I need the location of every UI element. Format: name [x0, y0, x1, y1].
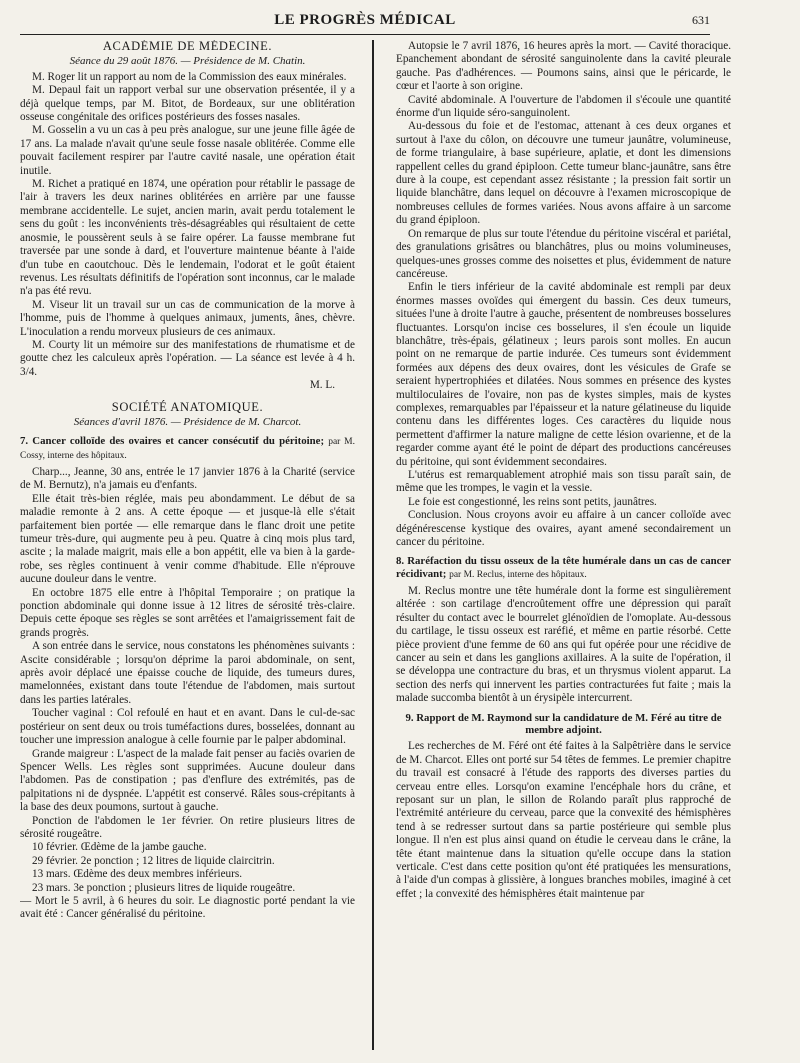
column-divider [372, 40, 374, 1050]
article-title: Cancer colloïde des ovaires et cancer consécutif du péritoine; [32, 435, 325, 448]
article-title: Rapport de M. Raymond sur la candidature de M. Féré au titre de membre adjoint. [416, 711, 722, 737]
article-7-heading [20, 435, 355, 463]
paragraph: L'utérus est remarquablement atrophié mais son tissu paraît sain, de même que les trompes, le vagin et la vessie. [396, 469, 731, 495]
societe-title: SOCIÉTÉ ANATOMIQUE. [111, 399, 264, 414]
paragraph: M. Reclus montre une tête humérale dont la forme est singulièrement altérée : son cartilage d'encroûtement offre une dépression qui paraît résulter du contact avec le bourrelet glénoïdien de l'omoplate. Au-dessous du cartilage, le tissu osseux est raréfié, et même en partie résorbé. Cette pièce provient d'une femme de 60 ans qui fut opérée pour une récidive de cancer au sein et dans les ganglions axillaires. A la suite de l'opération, il se développa une contracture du bras, et un thrysmus violent apparut. La section des nerfs qui innervent les parties contracturées fut faite ; mais la malade succomba bientôt à un érysipèle intercurrent. [396, 585, 731, 705]
academie-title: ACADÉMIE DE MÉDECINE. [102, 40, 273, 53]
paragraph: En octobre 1875 elle entre à l'hôpital Temporaire ; on pratique la ponction abdominale qui donne issue à 12 litres de sérosité très-claire. Depuis cette époque ses règles se sont arrêtées et l'amaigrissement fait de grands progrès. [20, 586, 355, 639]
paragraph: Ponction de l'abdomen le 1er février. On retire plusieurs litres de sérosité rougeâtre. [20, 814, 355, 840]
paragraph: Cavité abdominale. A l'ouverture de l'abdomen il s'écoule une quantité énorme d'un liquide séro-sanguinolent. [396, 93, 731, 120]
paragraph: M. Roger lit un rapport au nom de la Commission des eaux minérales. [32, 70, 347, 83]
left-column [20, 40, 355, 1052]
paragraph: 29 février. 2e ponction ; 12 litres de liquide claircitrin. [32, 854, 275, 867]
paragraph: Le foie est congestionné, les reins sont petits, jaunâtres. [408, 495, 657, 508]
academie-session: Séance du 29 août 1876. — Présidence de M. Chatin. [69, 55, 306, 68]
paragraph: M. Depaul fait un rapport verbal sur une observation présentée, il y a déjà quelque temps, par M. Bitot, de Bordeaux, sur une oblitération osseuse congénitale des orifices postérieurs des fosses nasales. [20, 84, 355, 124]
paragraph: M. Viseur lit un travail sur un cas de communication de la morve à l'homme, puis de l'homme à quelques animaux, juments, ânes, chèvre. L'inoculation a rendu morveux plusieurs de ces animaux. [20, 298, 355, 338]
right-column [396, 40, 731, 1052]
journal-title: LE PROGRÈS MÉDICAL [274, 12, 456, 28]
societe-session: Séances d'avril 1876. — Présidence de M. Charcot. [73, 415, 302, 428]
article-number: 8. [396, 555, 405, 568]
paragraph: Enfin le tiers inférieur de la cavité abdominale est rempli par deux énormes masses ovoïdes qui émergent du bassin. Ces deux tumeurs, situées l'une à droite l'autre à gauche, présentent de nombreuses bosselures fluctuantes. Lorsqu'on incise ces bosselures, il s'en écoule un liquide blanchâtre, très-épais, gélatineux ; leurs parois sont molles. En aucun point on ne remarque de partie indurée. Ces tumeurs sont évidemment formées aux dépens des deux ovaires, dont les vésicules de Grafe se seraient hypertrophiées et dilatées. Nous sommes en présence des kystes multiloculaires de l'ovaire, non pas de kystes simples, mais de kystes complexes, remarquables par l'épaisseur et la nature gélatineuse du liquide contenu dans les différentes loges. Ces caractères du liquide nous permettent d'affirmer la nature maligne de cette lésion ovarienne, et de la regarder comme ayant été le point de départ des productions cancéreuses du péritoine, qui sont évidemment secondaires. [396, 281, 731, 468]
paragraph: Au-dessous du foie et de l'estomac, attenant à ces deux organes et surtout à l'axe du côlon, on découvre une tumeur jaunâtre, volumineuse, de forme triangulaire, à base supérieure, aplatie, et dont les dimensions rappellent celles du grand épiploon. Cette tumeur blanc-jaunâtre, sans être dure à la coupe, est cependant assez résistante ; la pression fait sortir un liquide blanchâtre, dans lequel on découvre à l'examen microscopique de nombreuses cellules de formes variées. Nous avons affaire à un sarcome du grand épiploon. [396, 120, 731, 227]
article-title: Raréfaction du tissu osseux de la tête humérale dans un cas de cancer récidivant; [396, 555, 731, 581]
paragraph: Charp..., Jeanne, 30 ans, entrée le 17 janvier 1876 à la Charité (service de M. Bernutz), n'a jamais eu d'enfants. [20, 465, 355, 492]
article-author: par M. Cossy, interne des hôpitaux. [20, 437, 355, 462]
paragraph: A son entrée dans le service, nous constatons les phénomènes suivants : Ascite considérable ; lorsqu'on déprime la paroi abdominale, on sent, après avoir déplacé une épaisse couche de liquide, des tumeurs dures, mamelonnées, existant dans toute l'étendue de l'abdomen, mais surtout dans les parties latérales. [20, 640, 355, 706]
paragraph: Les recherches de M. Féré ont été faites à la Salpêtrière dans le service de M. Charcot. Elles ont porté sur 54 têtes de femmes. Le premier chapitre du travail est consacré à l'étude des rapports des diverses parties du cerveau entre elles. Lorsqu'on examine l'encéphale hors du crâne, et reposant sur un plan, le sillon de Rolando paraît plus rapproché de l'extrémité antérieure du cerveau, parce que la convexité des hémisphères tend à se redresser surtout dans sa partie postérieure qui semble plus longue. Il n'en est plus ainsi quand on étudie le cerveau dans le crâne, la tête étant maintenue dans la situation qu'elle occupe dans la station verticale. C'est dans cette position qu'ont été pratiquées les mensurations, à l'aide d'un compas à glissière, à longues branches mobiles, imaginé à cet effet ; la convexité des hémisphères était maintenue par [396, 740, 731, 900]
paragraph: — Mort le 5 avril, à 6 heures du soir. Le diagnostic porté pendant la vie avait été : Cancer généralisé du péritoine. [20, 894, 355, 921]
paragraph: M. Gosselin a vu un cas à peu près analogue, sur une jeune fille âgée de 17 ans. La malade n'avait qu'une seule fosse nasale oblitérée. Comme elle pouvait facilement respirer par l'autre cavité nasale, une opération était inutile. [20, 124, 355, 177]
paragraph: On remarque de plus sur toute l'étendue du péritoine viscéral et pariétal, des granulations grisâtres ou blanchâtres, plus ou moins volumineuses, quelques-unes grosses comme des noisettes et plus, évidemment de nature cancéreuse. [396, 227, 731, 280]
paragraph: M. Courty lit un mémoire sur des manifestations de rhumatisme et de goutte chez les calculeux après l'opération. — La séance est levée à 4 h. 3/4. [20, 338, 355, 378]
paragraph: Elle était très-bien réglée, mais peu abondamment. Le début de sa maladie remonte à 2 ans. A cette époque — et jusque-là elle s'était parfaitement bien portée — elle remarque dans le flanc droit une petite tumeur très-dure, qui augmente peu à peu. Quatre à cinq mois plus tard, ascite ; la malade maigrit, mais elle a bon appétit, elle va bien à la garde-robe, ses règles continuent à venir comme d'habitude. Elle n'éprouve aucune douleur dans le ventre. [20, 492, 355, 586]
article-number: 9. [405, 711, 414, 724]
page-number: 631 [692, 13, 710, 27]
article-author: par M. Reclus, interne des hôpitaux. [449, 570, 587, 581]
paragraph: M. Richet a pratiqué en 1874, une opération pour rétablir le passage de l'air à travers les deux narines oblitérées en arrière par une fausse membrane accidentelle. Le sujet, ancien marin, avait perdu totalement le sens du goût : les inconvénients très-désagréables qui résultaient de cette anosmie, le poussèrent seuls à se faire opérer. La fausse membrane fut traversée par une sonde à dard, et l'ouverture maintenue béante à l'aide d'un tube en caoutchouc. Dès le lendemain, l'odorat et le goût étaient revenus. Les résultats définitifs de l'opération sont inconnus, car le malade n'a pas été revu. [20, 178, 355, 298]
paragraph: Conclusion. Nous croyons avoir eu affaire à un cancer colloïde avec dégénérescense kystique des ovaires, ayant amené secondairement un cancer du péritoine. [396, 509, 731, 549]
paragraph: Grande maigreur : L'aspect de la malade fait penser au faciès ovarien de Spencer Wells. Les règles sont supprimées. Aucune douleur dans l'abdomen. Pas de constipation ; pas d'enflure des extrémités, pas de palpitations ni de dyspnée. L'appétit est conservé. Râles sous-crépitants à la base des deux poumons, surtout à gauche. [20, 747, 355, 814]
paragraph: Toucher vaginal : Col refoulé en haut et en avant. Dans le cul-de-sac postérieur on sent deux ou trois tuméfactions dures, bosselées, donnant au toucher une impression analogue à celle fournie par le palper abdominal. [20, 707, 355, 747]
article-8-heading [396, 555, 731, 582]
article-9-heading [396, 712, 731, 738]
paragraph: 23 mars. 3e ponction ; plusieurs litres de liquide rougeâtre. [32, 881, 296, 894]
article-number: 7. [20, 435, 29, 448]
paragraph: 10 février. Œdème de la jambe gauche. [32, 841, 207, 854]
paragraph: Autopsie le 7 avril 1876, 16 heures après la mort. — Cavité thoracique. Epanchement abondant de sérosité sanguinolente dans la cavité pleurale gauche. Pas d'adhérences. — Poumons sains, ainsi que le péricarde, le cœur et l'aorte à son origine. [396, 40, 731, 93]
paragraph: 13 mars. Œdème des deux membres inférieurs. [32, 868, 243, 881]
page-header [20, 8, 710, 35]
signature: M. L. [309, 379, 335, 392]
